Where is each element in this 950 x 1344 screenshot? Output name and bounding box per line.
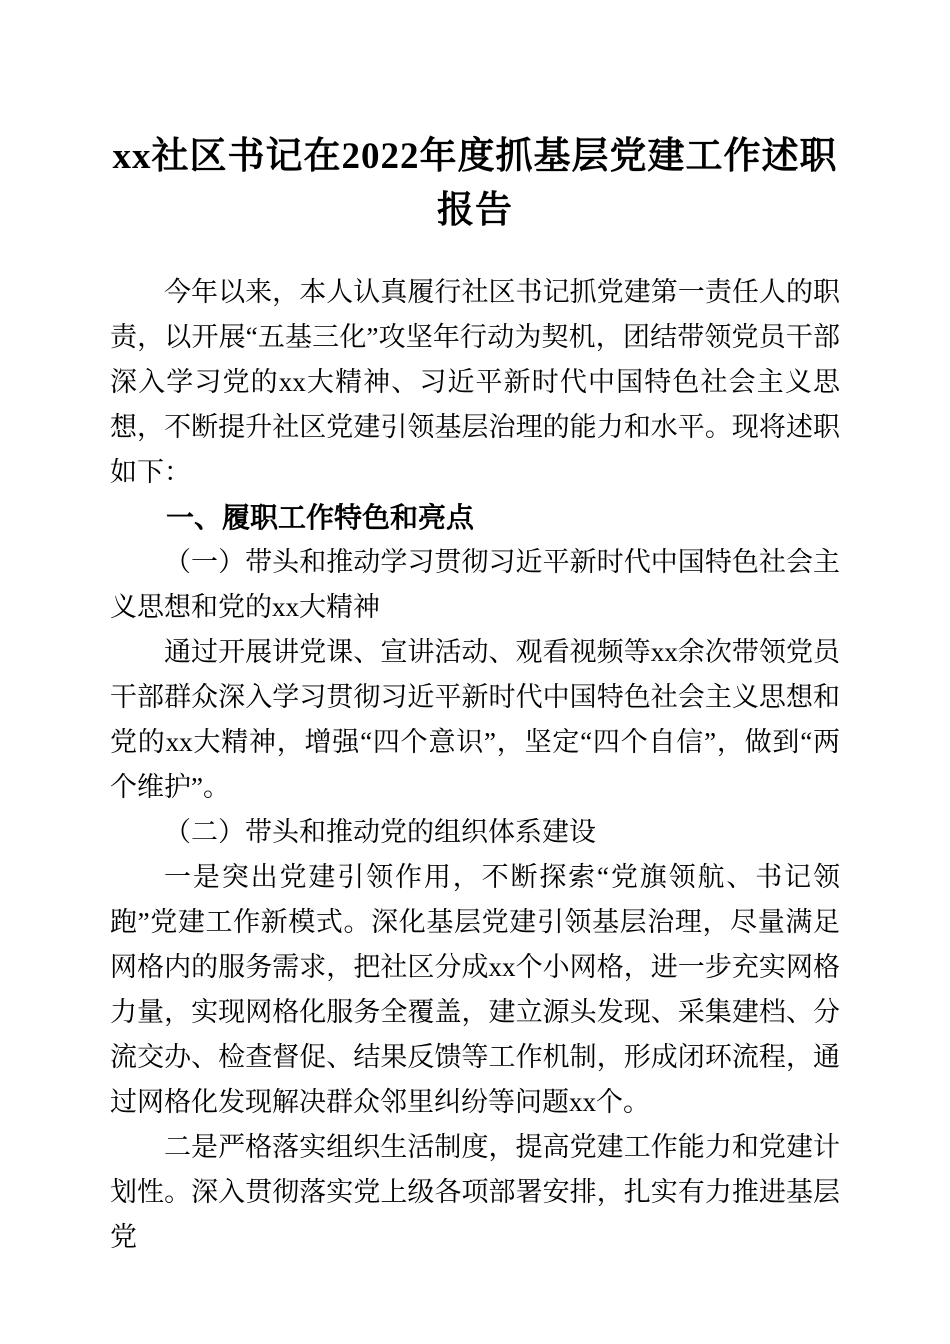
section-heading-1: 一、履职工作特色和亮点 xyxy=(166,502,475,533)
paragraph-intro: 今年以来，本人认真履行社区书记抓党建第一责任人的职责，以开展“五基三化”攻坚年行动为契机，团结带领党员干部深入学习党的xx大精神、习近平新时代中国特色社会主义思想，不断提升社区党建引领基层治理的能力和水平。现将述职如下： xyxy=(110,277,840,487)
paragraph-org-life: 二是严格落实组织生活制度，提高党建工作能力和党建计划性。深入贯彻落实党上级各项部署安排，扎实有力推进基层党 xyxy=(110,1132,840,1252)
subsection-heading-1: （一）带头和推动学习贯彻习近平新时代中国特色社会主义思想和党的xx大精神 xyxy=(110,547,840,622)
paragraph-grid-governance: 一是突出党建引领作用，不断探索“党旗领航、书记领跑”党建工作新模式。深化基层党建引领基层治理，尽量满足网格内的服务需求，把社区分成xx个小网格，进一步充实网格力量，实现网格化服务全覆盖，建立源头发现、采集建档、分流交办、检查督促、结果反馈等工作机制，形成闭环流程，通过网格化发现解决群众邻里纠纷等问题xx个。 xyxy=(110,862,840,1117)
subsection-heading-2: （二）带头和推动党的组织体系建设 xyxy=(164,817,596,847)
document-body xyxy=(110,270,840,1260)
paragraph-study: 通过开展讲党课、宣讲活动、观看视频等xx余次带领党员干部群众深入学习贯彻习近平新时代中国特色社会主义思想和党的xx大精神，增强“四个意识”，坚定“四个自信”，做到“两个维护”。 xyxy=(110,637,840,802)
document-title: xx社区书记在2022年度抓基层党建工作述职报告 xyxy=(112,136,838,231)
